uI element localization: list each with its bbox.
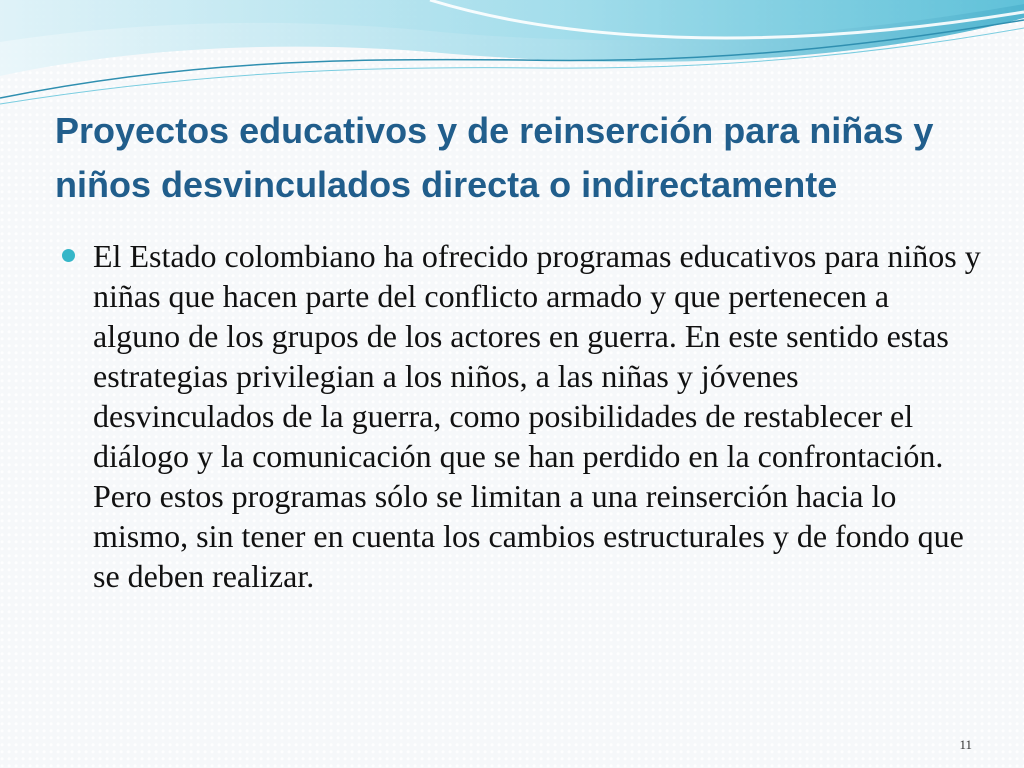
- page-number: 11: [959, 737, 972, 752]
- bullet-item: [62, 236, 982, 596]
- bullet-dot-icon: [62, 249, 75, 262]
- slide-title: Proyectos educativos y de reinserción para niñas y niños desvinculados directa o indirectamente: [55, 110, 934, 205]
- decorative-wave-header: [0, 0, 1024, 120]
- bullet-list: [62, 236, 982, 596]
- bullet-text: El Estado colombiano ha ofrecido programas educativos para niños y niñas que hacen parte del conflicto armado y que pertenecen a alguno de los grupos de los actores en guerra. En este sentido estas estrategias privilegian a los niños, a las niñas y jóvenes desvinculados de la guerra, como posibilidades de restablecer el diálogo y la comunicación que se han perdido en la confrontación. Pero estos programas sólo se limitan a una reinserción hacia lo mismo, sin tener en cuenta los cambios estructurales y de fondo que se deben realizar.: [93, 238, 981, 594]
